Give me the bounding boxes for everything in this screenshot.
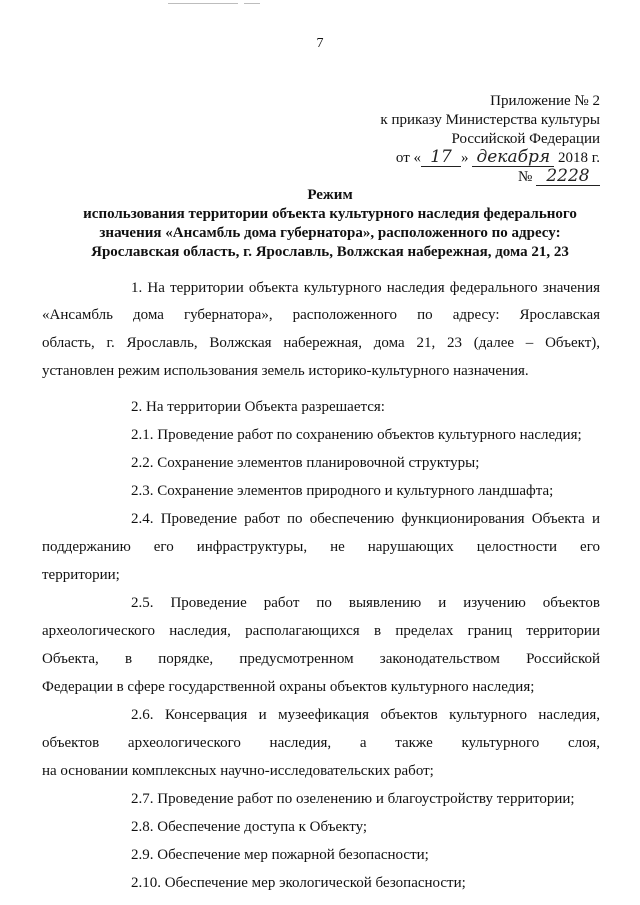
- paragraph-2-8: [90, 813, 600, 841]
- appendix-block: [380, 92, 600, 187]
- number-prefix: №: [517, 169, 533, 185]
- paragraph-2-10: [90, 869, 600, 897]
- text-line: 2.10. Обеспечение мер экологической безопасности;: [131, 875, 466, 891]
- page-number: 7: [316, 36, 324, 51]
- appendix-title: Приложение № 2: [490, 93, 600, 109]
- text-line: «Ансамбль дома губернатора», расположенного по адресу: Ярославская: [42, 307, 600, 323]
- order-number-handwritten: 2228: [536, 168, 600, 186]
- text-line: Федерации в сфере государственной охраны объектов культурного наследия;: [42, 679, 535, 695]
- paragraph-2-6: [42, 701, 600, 785]
- title-line: Ярославская область, г. Ярославль, Волжская набережная, дома 21, 23: [91, 244, 569, 260]
- text-line: Объекта, в порядке, предусмотренном законодательством Российской: [42, 651, 600, 667]
- text-line: 1. На территории объекта культурного наследия федерального значения: [131, 280, 600, 296]
- text-line: 2.3. Сохранение элементов природного и культурного ландшафта;: [131, 483, 554, 499]
- appendix-federation-line: Российской Федерации: [451, 131, 600, 147]
- text-line: установлен режим использования земель историко-культурного назначения.: [42, 363, 529, 379]
- text-line: на основании комплексных научно-исследовательских работ;: [42, 763, 434, 779]
- text-line: 2.6. Консервация и музеефикация объектов культурного наследия,: [131, 707, 600, 723]
- paragraph-2-2: [90, 449, 600, 477]
- document-title: [60, 186, 600, 262]
- date-prefix: от «: [395, 150, 422, 166]
- text-line: 2.7. Проведение работ по озеленению и благоустройству территории;: [131, 791, 575, 807]
- text-line: 2.5. Проведение работ по выявлению и изучению объектов: [131, 595, 600, 611]
- date-month-handwritten: декабря: [472, 149, 554, 167]
- document-body: [42, 276, 600, 897]
- text-line: 2.4. Проведение работ по обеспечению функционирования Объекта и: [131, 511, 600, 527]
- scan-edge-line: [244, 3, 260, 4]
- paragraph-2-1: [90, 421, 600, 449]
- title-line: значения «Ансамбль дома губернатора», расположенного по адресу:: [99, 225, 561, 241]
- text-line: 2. На территории Объекта разрешается:: [131, 399, 385, 415]
- text-line: 2.2. Сохранение элементов планировочной структуры;: [131, 455, 480, 471]
- title-line: Режим: [307, 187, 353, 203]
- paragraph-1: [42, 276, 600, 385]
- text-line: объектов археологического наследия, а также культурного слоя,: [42, 735, 600, 751]
- paragraph-2: [90, 393, 600, 421]
- paragraph-2-5: [42, 589, 600, 701]
- text-line: 2.9. Обеспечение мер пожарной безопасности;: [131, 847, 429, 863]
- scan-edge-line: [168, 3, 238, 4]
- text-line: поддержанию его инфраструктуры, не нарушающих целостности его: [42, 539, 600, 555]
- date-mid: »: [461, 150, 469, 166]
- text-line: археологического наследия, располагающихся в пределах границ территории: [42, 623, 600, 639]
- paragraph-2-4: [42, 505, 600, 589]
- text-line: область, г. Ярославль, Волжская набережная, дома 21, 23 (далее – Объект),: [42, 335, 600, 351]
- date-day-handwritten: 17: [421, 149, 461, 167]
- text-line: территории;: [42, 567, 120, 583]
- paragraph-2-9: [90, 841, 600, 869]
- title-line: использования территории объекта культурного наследия федерального: [83, 206, 577, 222]
- paragraph-2-7: [90, 785, 600, 813]
- text-line: 2.1. Проведение работ по сохранению объектов культурного наследия;: [131, 427, 582, 443]
- appendix-number-line: [380, 168, 600, 187]
- date-year: 2018 г.: [558, 150, 600, 166]
- appendix-order-line: к приказу Министерства культуры: [380, 112, 600, 128]
- paragraph-2-3: [90, 477, 600, 505]
- text-line: 2.8. Обеспечение доступа к Объекту;: [131, 819, 368, 835]
